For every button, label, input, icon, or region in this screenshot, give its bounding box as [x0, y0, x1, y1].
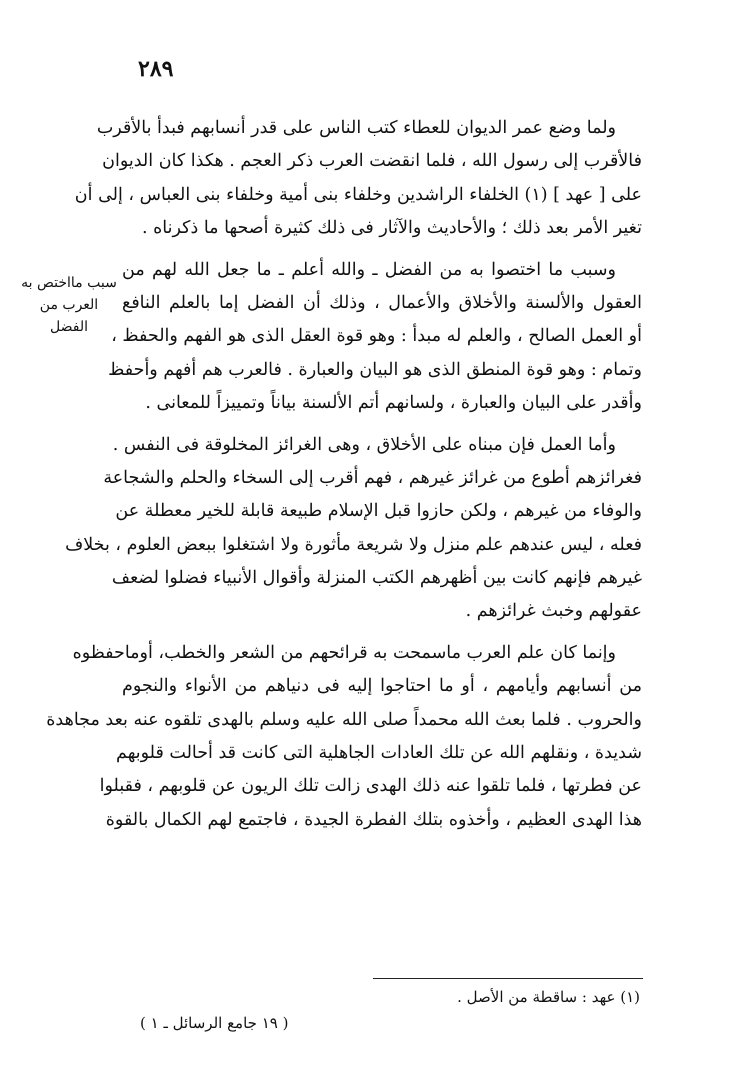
- margin-note: سبب مااختص به العرب من الفضل: [21, 275, 117, 335]
- text-line: وتمام : وهو قوة المنطق الذى هو البيان والعبارة . فالعرب هم أفهم وأحفظ: [108, 359, 642, 380]
- text-line: من أنسابهم وأيامهم ، أو ما احتاجوا إليه فى دنياهم من الأنواء والنجوم: [122, 676, 642, 697]
- text-line: هذا الهدى العظيم ، وأخذوه بتلك الفطرة الجيدة ، فاجتمع لهم الكمال بالقوة: [105, 809, 642, 830]
- text-line: والوفاء من غيرهم ، ولكن حازوا قبل الإسلام طبيعة قابلة للخير معطلة عن: [115, 501, 642, 522]
- text-line: وأما العمل فإن مبناه على الأخلاق ، وهى الغرائز المخلوقة فى النفس .: [112, 434, 616, 455]
- text-line: العقول والألسنة والأخلاق والأعمال ، وذلك أن الفضل إما بالعلم النافع: [122, 292, 642, 313]
- text-line: فالأقرب إلى رسول الله ، فلما انقضت العرب ذكر العجم . هكذا كان الديوان: [102, 151, 642, 172]
- text-line: وأقدر على البيان والعبارة ، ولسانهم أتم الألسنة بياناً وتمييزاً للمعانى .: [145, 393, 642, 414]
- text-line: والحروب . فلما بعث الله محمداً صلى الله عليه وسلم بالهدى تلقوه عنه بعد مجاهدة: [46, 709, 642, 730]
- footnote-divider: [373, 978, 643, 979]
- text-line: على [ عهد ] (١) الخلفاء الراشدين وخلفاء بنى أمية وخلفاء بنى العباس ، إلى أن: [74, 184, 642, 205]
- page-number: ٢٨٩: [138, 56, 174, 82]
- text-line: تغير الأمر بعد ذلك ؛ والأحاديث والآثار فى ذلك كثيرة أصحها ما ذكرناه .: [142, 218, 642, 239]
- text-line: ولما وضع عمر الديوان للعطاء كتب الناس على قدر أنسابهم فبدأ بالأقرب: [96, 118, 616, 138]
- signature-mark: ( ١٩ جامع الرسائل ـ ١ ): [140, 1014, 289, 1032]
- text-line: وسبب ما اختصوا به من الفضل ـ والله أعلم ـ ما جعل الله لهم من: [122, 259, 616, 280]
- footnote: (١) عهد : ساقطة من الأصل .: [457, 988, 640, 1006]
- text-line: عقولهم وخبث غرائزهم .: [465, 601, 642, 622]
- text-line: عن فطرتها ، فلما تلقوا عنه ذلك الهدى زالت تلك الريون عن قلوبهم ، فقبلوا: [99, 776, 642, 797]
- text-line: وإنما كان علم العرب ماسمحت به قرائحهم من الشعر والخطب، أوماحفظوه: [72, 642, 616, 663]
- text-line: أو العمل الصالح ، والعلم له مبدأ : وهو قوة العقل الذى هو الفهم والحفظ ،: [111, 326, 642, 347]
- text-line: فغرائزهم أطوع من غرائز غيرهم ، فهم أقرب إلى السخاء والحلم والشجاعة: [103, 467, 642, 488]
- text-line: فعله ، ليس عندهم علم منزل ولا شريعة مأثورة ولا اشتغلوا ببعض العلوم ، بخلاف: [65, 534, 642, 555]
- text-line: غيرهم فإنهم كانت بين أظهرهم الكتب المنزلة وأقوال الأنبياء فضلوا لضعف: [111, 568, 642, 589]
- text-line: شديدة ، ونقلهم الله عن تلك العادات الجاهلية التى كانت قد أحالت قلوبهم: [116, 743, 642, 764]
